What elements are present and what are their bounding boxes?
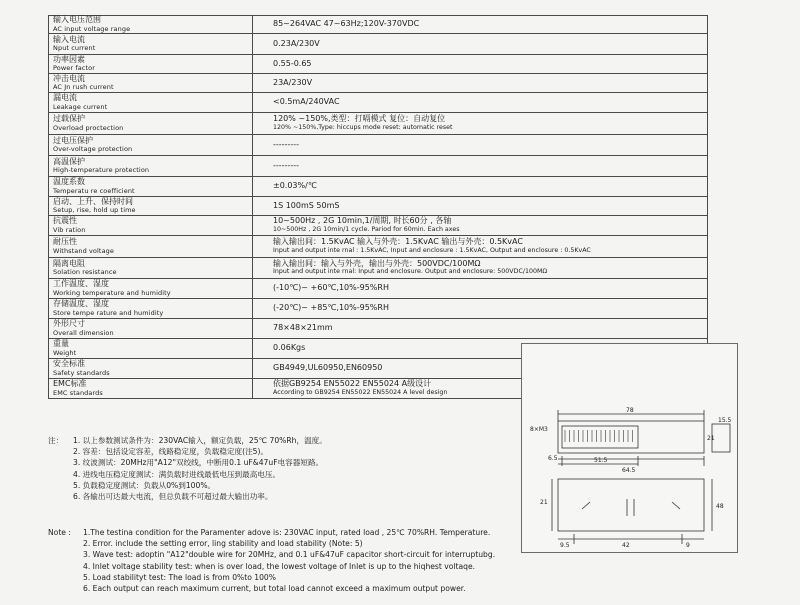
note-en-line: 6. Each output can reach maximum current, but total load cannot exceed a maximum output power. [83,584,466,594]
spec-label-en: Leakage current [53,102,108,111]
spec-label-en: Setup, rise, hold up time [53,206,136,214]
spec-row [49,197,708,216]
spec-value-cell [253,319,708,339]
bottom-view-body [558,479,704,531]
dim-left-off: 6.5 [548,455,558,462]
spec-label-cell [49,216,253,236]
dim-overall: 64.5 [622,467,636,474]
spec-label-cell [49,177,253,197]
spec-value: ±0.03%/℃ [273,181,317,191]
spec-value-en: 120% ~150%,Type: hiccups mode reset: automatic reset [273,123,453,131]
spec-label-zh: 存储温度、湿度 [53,299,109,308]
spec-value-cell [253,135,708,156]
spec-label-zh: 过电压保护 [53,135,93,145]
spec-value-cell [253,216,708,236]
dim-inner: 51.5 [594,457,608,464]
notes-en-head: Note : [48,528,71,537]
spec-row [49,319,708,339]
spec-label-zh: 重量 [53,339,69,348]
note-zh-line: 2. 容差：包括设定容差，线路稳定度，负载稳定度(注5)。 [73,447,269,457]
spec-label-zh: 冲击电流 [53,73,85,83]
spec-row [49,177,708,197]
spec-label-en: AC input voltage range [53,24,131,33]
spec-value-en: Input and output inte rnal: Input and enclosure. Output and enclosure: 500VDC/100MΩ [273,268,548,275]
spec-label-cell [49,339,253,359]
spec-value-cell [253,299,708,319]
spec-row [49,55,708,74]
spec-row [49,34,708,55]
spec-label-zh: 耐压性 [53,237,77,246]
spec-value-cell [253,113,708,135]
spec-row [49,16,708,34]
spec-value: 输入输出间：1.5KvAC 输入与外壳：1.5KvAC 输出与外壳：0.5KvAC [273,237,523,246]
spec-value-cell [253,55,708,74]
notes-zh-head: 注： [48,436,64,445]
spec-value-en: Input and output inte rnal : 1.5KvAC, Input and enclosure : 1.5KvAC, Output and enclosure : 0.5KvAC [273,246,591,254]
spec-label-cell [49,16,253,34]
spec-value: 23A/230V [273,77,313,87]
spec-label-zh: EMC标准 [53,379,87,388]
spec-row [49,216,708,236]
spec-label-en: Vib ration [53,225,86,234]
dim-depth-left: 21 [540,499,548,506]
spec-value: 0.55-0.65 [273,58,312,68]
spec-label-cell [49,74,253,93]
spec-value-cell [253,258,708,279]
spec-label-zh: 启动、上升、保持时间 [53,196,133,206]
spec-value-cell [253,236,708,258]
note-zh-line: 1. 以上参数测试条件为：230VAC输入，额定负载，25℃ 70%Rh，温度。 [73,436,327,445]
spec-label-en: Solation resistance [53,268,117,276]
spec-row [49,156,708,177]
spec-value-cell [253,197,708,216]
note-en-line: 5. Load stabilityt test: The load is from 0%to 100% [83,572,276,582]
dim-bottom-right: 9 [686,542,690,549]
spec-value: 0.23A/230V [273,38,320,48]
spec-value: --------- [273,139,299,149]
spec-label-zh: 输入电流 [53,34,85,44]
notes-en-list [83,527,495,594]
spec-value: (-10℃)~ +60℃,10%-95%RH [273,283,389,293]
dim-height: 21 [707,435,715,442]
spec-label-en: Weight [53,348,77,357]
dim-depth: 48 [716,503,724,510]
spec-label-cell [49,55,253,74]
note-zh-line: 5. 负载稳定度测试：负载从0%到100%。 [73,480,216,490]
spec-value-cell [253,279,708,299]
spec-value-cell [253,177,708,197]
spec-label-zh: 过载保护 [53,114,85,123]
spec-label-zh: 隔离电阻 [53,258,85,268]
spec-value: 依据GB9254 EN55022 EN55024 A级设计 [273,379,432,388]
spec-label-zh: 工作温度、湿度 [53,279,109,288]
dim-bottom-left: 9.5 [560,542,570,549]
spec-value-en: According to GB9254 EN55022 EN55024 A level design [273,388,448,396]
spec-row [49,135,708,156]
side-view-body [712,424,730,452]
spec-label-cell [49,319,253,339]
spec-label-zh: 安全标准 [53,359,85,368]
spec-row [49,74,708,93]
spec-label-zh: 输入电压范围 [53,15,101,24]
spec-value: 输入输出间：输入与外壳，输出与外壳：500VDC/100MΩ [273,258,481,268]
spec-label-en: Overload proctection [53,123,124,132]
spec-label-zh: 抗震性 [53,216,77,225]
spec-label-en: EMC standards [53,388,103,397]
dim-side: 15.5 [718,417,732,424]
spec-value-cell [253,34,708,55]
spec-label-en: Working temperature and humidity [53,288,171,297]
spec-table [48,15,708,399]
note-en-line: 4. Inlet voltage stability test: when is over load, the lowest voltage of Inlet is up to the hiqhest voltaqe. [83,561,476,571]
note-en-line: 2. Error. include the setting error, ling stability and load stability (Note: 5) [83,539,363,549]
spec-label-zh: 高温保护 [53,156,85,166]
spec-label-cell [49,359,253,379]
spec-label-zh: 漏电流 [53,93,77,102]
spec-label-cell [49,113,253,135]
spec-row [49,258,708,279]
spec-label-en: Nput current [53,44,96,52]
dim-hole-label: 8×M3 [530,426,548,433]
spec-label-cell [49,379,253,399]
note-zh-line: 4. 进线电压稳定度测试：满负载时进线最低电压到最高电压。 [73,469,281,479]
spec-label-en: High-temperature protection [53,166,150,174]
spec-label-cell [49,156,253,177]
dim-width: 78 [626,407,634,414]
dim-bottom-mid: 42 [622,542,630,549]
spec-label-zh: 外形尺寸 [53,319,85,328]
spec-value: 85~264VAC 47~63Hz;120V-370VDC [273,19,420,29]
note-zh-line: 6. 各输出可达最大电流，但总负载不可超过最大输出功率。 [73,492,273,502]
dimension-drawing [521,343,738,553]
spec-row [49,279,708,299]
spec-label-zh: 温度系数 [53,177,85,186]
notes-zh-list [73,435,327,502]
spec-value: --------- [273,160,299,170]
spec-label-en: Over-voltage protection [53,145,133,153]
spec-value-cell [253,93,708,113]
note-en-line: 3. Wave test: adoptin "A12"double wire for 20MHz, and 0.1 uF&47uF capacitor short-circuit for interruptubg. [83,550,496,560]
note-en-line: 1.The testina condition for the Paramenter adove is: 230VAC input, rated load , 25℃ 70%RH. Temperature. [83,528,491,537]
spec-value: (-20℃)~ +85℃,10%-95%RH [273,303,389,313]
spec-label-en: AC Jn rush current [53,83,114,91]
spec-value-cell [253,156,708,177]
spec-label-zh: 功率因素 [53,54,85,64]
spec-row [49,93,708,113]
spec-label-cell [49,236,253,258]
spec-label-cell [49,197,253,216]
spec-label-cell [49,93,253,113]
spec-label-cell [49,279,253,299]
spec-value: <0.5mA/240VAC [273,97,340,107]
spec-row [49,113,708,135]
spec-label-en: Safety standards [53,368,110,377]
spec-label-en: Store tempe rature and humidity [53,308,164,317]
spec-value: 10~500Hz , 2G 10min,1/周期, 时长60分 , 各轴 [273,216,452,225]
spec-value: 0.06Kgs [273,343,306,353]
spec-row [49,299,708,319]
dimension-svg [522,344,737,552]
spec-value: 1S 100mS 50mS [273,200,340,210]
spec-label-cell [49,135,253,156]
spec-label-en: Withstand voltage [53,246,114,255]
spec-value-cell [253,74,708,93]
spec-label-en: Power factor [53,64,95,72]
spec-label-cell [49,34,253,55]
note-zh-line: 3. 纹波测试：20MHz用"A12"双绞线，中断用0.1 uF&47uF电容器短路。 [73,458,324,468]
spec-label-en: Overall dimension [53,328,114,337]
spec-label-en: Temperatu re coefficient [53,186,135,195]
spec-value: GB4949,UL60950,EN60950 [273,363,383,373]
spec-value: 120% ~150%,类型：打嗝模式 复位：自动复位 [273,114,446,123]
spec-sheet [48,15,748,594]
terminal-block [562,426,638,448]
spec-value: 78×48×21mm [273,323,333,333]
spec-label-cell [49,258,253,279]
spec-value-en: 10~500Hz , 2G 10min/1 cycle. Pariod for 60min. Each axes [273,225,460,233]
spec-value-cell [253,16,708,34]
spec-label-cell [49,299,253,319]
spec-row [49,236,708,258]
